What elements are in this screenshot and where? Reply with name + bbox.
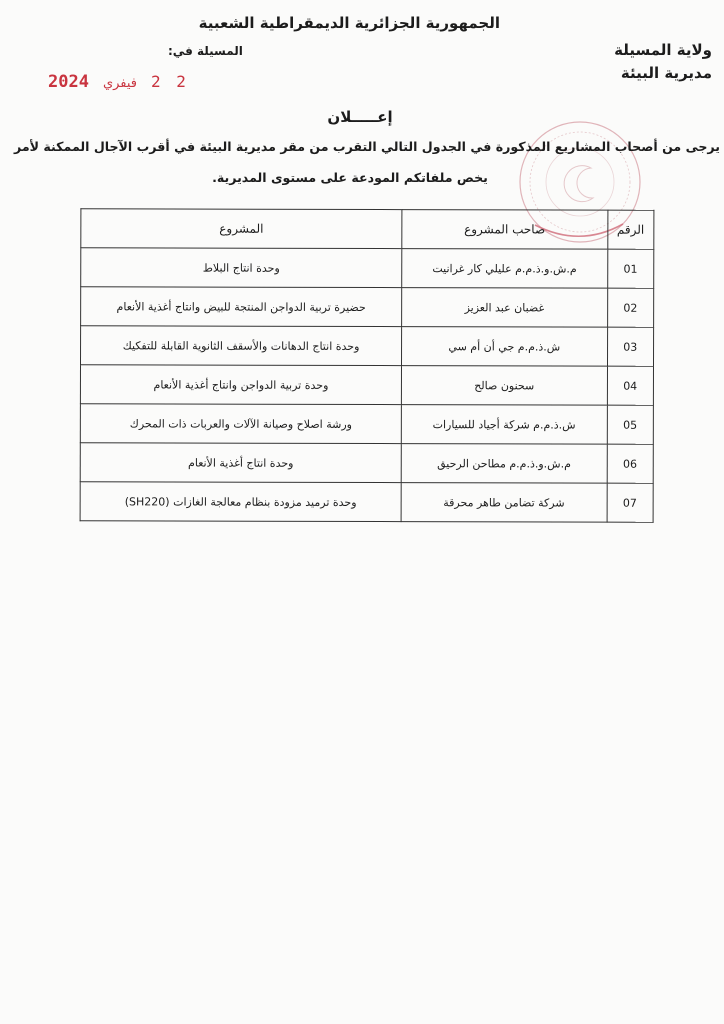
cell-project: وحدة تربية الدواجن وانتاج أغذية الأنعام	[80, 365, 401, 405]
table-row	[80, 443, 653, 484]
cell-project: حضيرة تربية الدواجن المنتجة للبيض وانتاج أغذية الأنعام	[81, 287, 402, 327]
table-row	[81, 326, 654, 366]
cell-project: ورشة اصلاح وصيانة الآلات والعربات ذات المحرك	[80, 404, 401, 444]
cell-project: وحدة انتاج الدهانات والأسقف الثانوية القابلة للتفكيك	[81, 326, 402, 366]
wilaya-name: ولاية المسيلة	[614, 41, 712, 59]
header-owner: صاحب المشروع	[402, 210, 608, 250]
projects-table	[80, 208, 655, 523]
date-year: 2024	[48, 72, 89, 92]
cell-number: 01	[607, 249, 654, 288]
cell-number: 04	[607, 366, 654, 405]
table-row	[81, 248, 654, 288]
header-number: الرقم	[607, 210, 654, 249]
cell-number: 03	[607, 327, 654, 366]
date-stamp	[48, 72, 189, 92]
cell-number: 02	[607, 288, 654, 327]
cell-owner: ش.ذ.م.م جي أن أم سي	[402, 327, 608, 367]
table-row	[80, 365, 653, 405]
date-day: 2 2	[151, 72, 189, 91]
announcement-text-line2: يخص ملفاتكم المودعة على مستوى المديرية.	[212, 170, 488, 185]
cell-number: 05	[607, 405, 654, 444]
cell-owner: م.ش.و.ذ.م.م عليلي كار غرانيت	[402, 249, 608, 289]
header-project: المشروع	[81, 209, 402, 249]
cell-owner: سحنون صالح	[401, 366, 607, 406]
cell-number: 06	[607, 444, 654, 483]
table-row	[81, 287, 654, 327]
cell-owner: غضبان عبد العزيز	[402, 288, 608, 328]
cell-project: وحدة انتاج أغذية الأنعام	[80, 443, 401, 483]
cell-number: 07	[607, 483, 654, 522]
cell-project: وحدة انتاج البلاط	[81, 248, 402, 288]
cell-owner: ش.ذ.م.م شركة أجياد للسيارات	[401, 405, 607, 445]
cell-owner: م.ش.و.ذ.م.م مطاحن الرحيق	[401, 444, 607, 484]
announcement-text-line1: يرجى من أصحاب المشاريع المذكورة في الجدول التالي التقرب من مقر مديرية البيئة في أقرب الآجال الممكنة لأمر	[14, 139, 720, 154]
date-month: فيفري	[102, 76, 138, 91]
place-date-label: المسيلة في:	[168, 44, 243, 58]
table-row	[80, 482, 653, 522]
republic-title: الجمهورية الجزائرية الديمقراطية الشعبية	[198, 14, 500, 32]
table-header-row	[81, 209, 654, 249]
cell-owner: شركة تضامن طاهر محرقة	[401, 483, 607, 523]
directorate-name: مديرية البيئة	[620, 64, 712, 82]
table-row	[80, 404, 653, 444]
announcement-title: إعـــــلان	[327, 108, 393, 126]
cell-project: وحدة ترميد مزودة بنظام معالجة الغازات (SH220)	[80, 482, 401, 522]
